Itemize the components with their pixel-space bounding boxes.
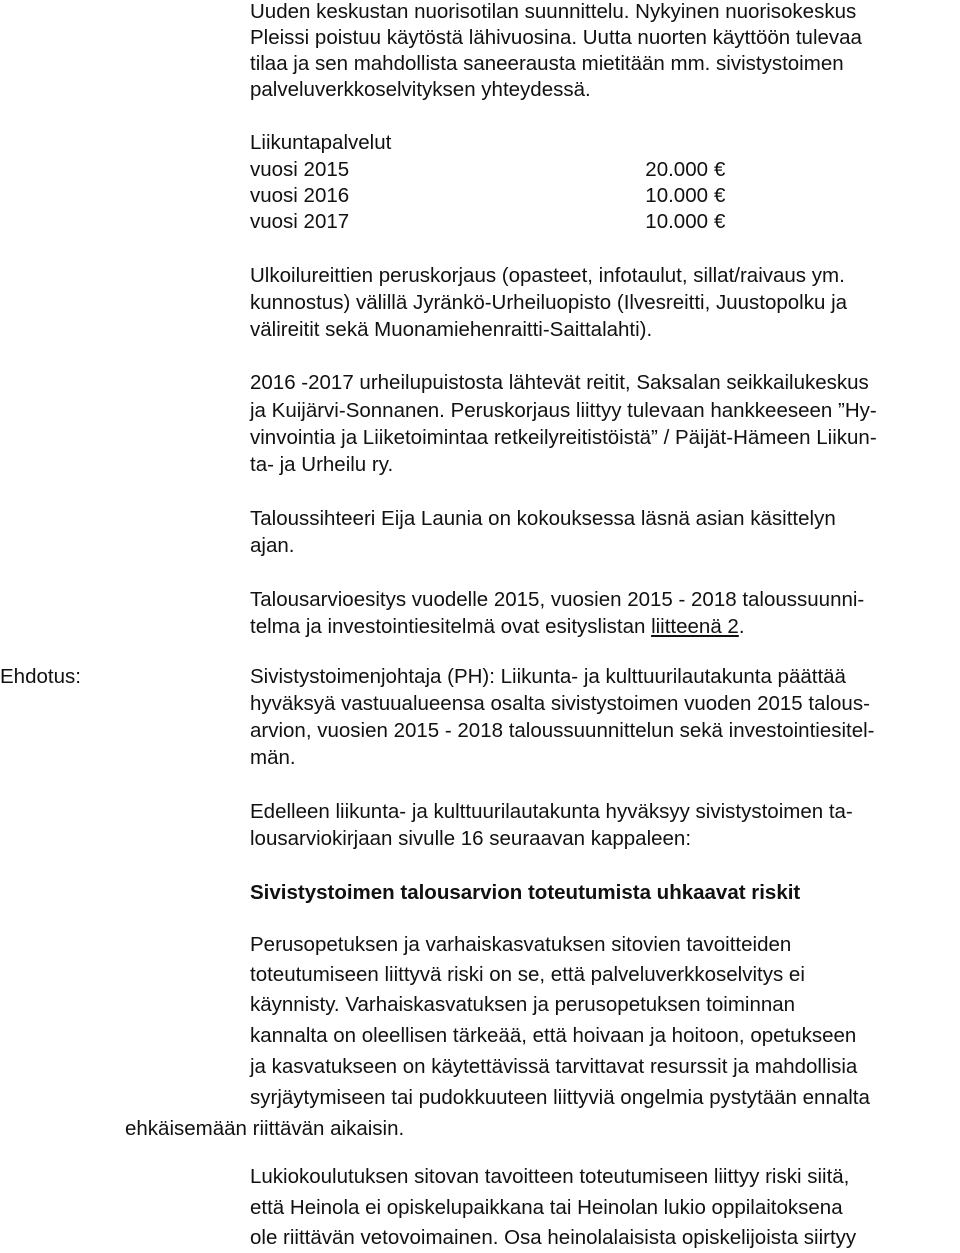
intro-line: Pleissi poistuu käytöstä lähivuosina. Uutta nuorten käyttöön tulevaa bbox=[250, 26, 862, 49]
budget-amount: 20.000 bbox=[645, 158, 708, 181]
attachment-link[interactable]: liitteenä 2 bbox=[651, 615, 739, 638]
ehdotus-label: Ehdotus: bbox=[0, 665, 81, 688]
euro-sign: € bbox=[714, 184, 726, 207]
lukio-line: että Heinola ei opiskelupaikkana tai Heinolan lukio oppilaitoksena bbox=[250, 1196, 843, 1219]
intro-line: tilaa ja sen mahdollista saneerausta mietitään mm. sivistystoimen bbox=[250, 52, 844, 75]
liikuntapalvelut-heading: Liikuntapalvelut bbox=[250, 131, 392, 154]
ehdotus-line: lousarviokirjaan sivulle 16 seuraavan kappaleen: bbox=[250, 827, 692, 850]
risk-line: ehkäisemään riittävän aikaisin. bbox=[125, 1117, 405, 1140]
urheilupuisto-line: ta- ja Urheilu ry. bbox=[250, 453, 394, 476]
talousarvio-line bbox=[250, 615, 745, 639]
ulkoilu-line: kunnostus) välillä Jyränkö-Urheiluopisto (Ilvesreitti, Juustopolku ja bbox=[250, 291, 848, 314]
ehdotus-line: män. bbox=[250, 746, 296, 769]
risk-subheading: Sivistystoimen talousarvion toteutumista uhkaavat riskit bbox=[250, 881, 801, 904]
risk-line: käynnisty. Varhaiskasvatuksen ja perusopetuksen toiminnan bbox=[250, 993, 796, 1016]
budget-year: vuosi 2015 bbox=[250, 158, 350, 181]
risk-line: ja kasvatukseen on käytettävissä tarvittavat resurssit ja mahdollisia bbox=[250, 1055, 858, 1078]
budget-year: vuosi 2016 bbox=[250, 184, 350, 207]
urheilupuisto-line: 2016 -2017 urheilupuistosta lähtevät reitit, Saksalan seikkailukeskus bbox=[250, 371, 869, 394]
ehdotus-line: arvion, vuosien 2015 - 2018 taloussuunnittelun sekä investointiesitel- bbox=[250, 719, 875, 742]
euro-sign: € bbox=[714, 210, 726, 233]
urheilupuisto-line: ja Kuijärvi-Sonnanen. Peruskorjaus liittyy tulevaan hankkeeseen ”Hy- bbox=[250, 399, 877, 422]
budget-amount: 10.000 bbox=[645, 210, 708, 233]
ulkoilu-line: Ulkoilureittien peruskorjaus (opasteet, infotaulut, sillat/raivaus ym. bbox=[250, 264, 845, 287]
taloussihteeri-line: ajan. bbox=[250, 534, 295, 557]
talousarvio-text: . bbox=[738, 615, 745, 638]
risk-line: toteutumiseen liittyvä riski on se, että palveluverkkoselvitys ei bbox=[250, 963, 805, 986]
risk-line: Perusopetuksen ja varhaiskasvatuksen sitovien tavoitteiden bbox=[250, 933, 792, 956]
ehdotus-line: Edelleen liikunta- ja kulttuurilautakunta hyväksyy sivistystoimen ta- bbox=[250, 800, 853, 823]
ulkoilu-line: välireitit sekä Muonamiehenraitti-Saittalahti). bbox=[250, 318, 653, 341]
intro-line: palveluverkkoselvityksen yhteydessä. bbox=[250, 78, 591, 101]
talousarvio-text: telma ja investointiesitelmä ovat esityslistan bbox=[250, 615, 652, 638]
urheilupuisto-line: vinvointia ja Liiketoimintaa retkeilyreitistöistä” / Päijät-Hämeen Liikun- bbox=[250, 426, 877, 449]
intro-line: Uuden keskustan nuorisotilan suunnittelu. Nykyinen nuorisokeskus bbox=[250, 0, 857, 23]
ehdotus-line: Sivistystoimenjohtaja (PH): Liikunta- ja kulttuurilautakunta päättää bbox=[250, 665, 846, 688]
budget-year: vuosi 2017 bbox=[250, 210, 350, 233]
lukio-line: Lukiokoulutuksen sitovan tavoitteen toteutumiseen liittyy riski siitä, bbox=[250, 1165, 850, 1188]
lukio-line: ole riittävän vetovoimainen. Osa heinolalaisista opiskelijoista siirtyy bbox=[250, 1226, 857, 1249]
budget-amount: 10.000 bbox=[645, 184, 708, 207]
taloussihteeri-line: Taloussihteeri Eija Launia on kokouksessa läsnä asian käsittelyn bbox=[250, 507, 836, 530]
talousarvio-line: Talousarvioesitys vuodelle 2015, vuosien 2015 - 2018 taloussuunni- bbox=[250, 588, 865, 611]
ehdotus-line: hyväksyä vastuualueensa osalta sivistystoimen vuoden 2015 talous- bbox=[250, 692, 870, 715]
risk-line: kannalta on oleellisen tärkeää, että hoivaan ja hoitoon, opetukseen bbox=[250, 1024, 857, 1047]
risk-line: syrjäytymiseen tai pudokkuuteen liittyviä ongelmia pystytään ennalta bbox=[250, 1086, 870, 1109]
euro-sign: € bbox=[714, 158, 726, 181]
